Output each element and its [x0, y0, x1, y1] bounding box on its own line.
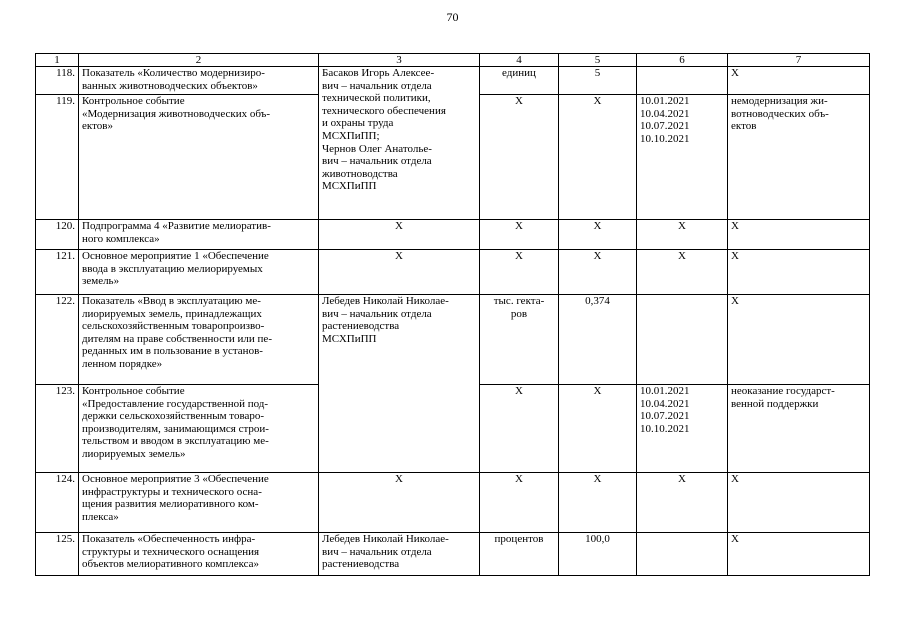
row-unit: Х [480, 220, 559, 250]
column-header: 1 [36, 54, 79, 67]
row-value: 5 [559, 67, 637, 95]
row-unit: Х [480, 95, 559, 220]
row-name: Показатель «Ввод в эксплуатацию ме- лиорируемых земель, принадлежащих сельскохозяйственным товаропроизво- дителям на праве собственности или пе- реданных им в пользование в установ- ленном порядке» [79, 295, 319, 385]
row-note: Х [728, 533, 870, 576]
row-value: Х [559, 473, 637, 533]
table-row [36, 295, 870, 385]
row-responsible: Х [319, 220, 480, 250]
row-value: 100,0 [559, 533, 637, 576]
row-number: 122. [36, 295, 79, 385]
row-note: неоказание государст- венной поддержки [728, 385, 870, 473]
row-dates [637, 67, 728, 95]
row-note: Х [728, 67, 870, 95]
row-name: Основное мероприятие 1 «Обеспечение ввода в эксплуатацию мелиорируемых земель» [79, 250, 319, 295]
row-name: Основное мероприятие 3 «Обеспечение инфраструктуры и технического осна- щения развития мелиоративного ком- плекса» [79, 473, 319, 533]
row-unit: единиц [480, 67, 559, 95]
row-name: Контрольное событие «Модернизация животноводческих объ- ектов» [79, 95, 319, 220]
row-unit: Х [480, 385, 559, 473]
row-dates: 10.01.2021 10.04.2021 10.07.2021 10.10.2021 [637, 95, 728, 220]
row-note: Х [728, 295, 870, 385]
row-dates [637, 295, 728, 385]
row-number: 118. [36, 67, 79, 95]
column-header: 7 [728, 54, 870, 67]
column-header: 3 [319, 54, 480, 67]
row-unit: тыс. гекта- ров [480, 295, 559, 385]
column-header: 4 [480, 54, 559, 67]
row-number: 119. [36, 95, 79, 220]
row-unit: Х [480, 473, 559, 533]
row-unit: процентов [480, 533, 559, 576]
row-value: Х [559, 250, 637, 295]
column-header: 5 [559, 54, 637, 67]
row-number: 125. [36, 533, 79, 576]
row-responsible: Басаков Игорь Алексее- вич – начальник отдела технической политики, технического обеспечения и охраны труда МСХПиПП; Чернов Олег Анатолье- вич – начальник отдела животноводства МСХПиПП [319, 67, 480, 220]
row-note: Х [728, 220, 870, 250]
row-value: 0,374 [559, 295, 637, 385]
row-note: немодернизация жи- вотноводческих объ- ектов [728, 95, 870, 220]
row-note: Х [728, 473, 870, 533]
row-number: 121. [36, 250, 79, 295]
row-dates: Х [637, 473, 728, 533]
column-header: 2 [79, 54, 319, 67]
row-value: Х [559, 385, 637, 473]
row-dates: Х [637, 250, 728, 295]
table-row [36, 220, 870, 250]
row-name: Контрольное событие «Предоставление государственной под- держки сельскохозяйственным товаро- производителям, занимающимся строи- тельством и вводом в эксплуатацию ме- лиорируемых земель» [79, 385, 319, 473]
row-value: Х [559, 220, 637, 250]
row-unit: Х [480, 250, 559, 295]
row-number: 124. [36, 473, 79, 533]
row-responsible: Лебедев Николай Николае- вич – начальник отдела растениеводства [319, 533, 480, 576]
row-number: 120. [36, 220, 79, 250]
column-header: 6 [637, 54, 728, 67]
row-responsible: Лебедев Николай Николае- вич – начальник отдела растениеводства МСХПиПП [319, 295, 480, 473]
table-row [36, 533, 870, 576]
row-name: Показатель «Количество модернизиро- ванных животноводческих объектов» [79, 67, 319, 95]
row-responsible: Х [319, 473, 480, 533]
table-row [36, 250, 870, 295]
row-dates [637, 533, 728, 576]
row-dates: 10.01.2021 10.04.2021 10.07.2021 10.10.2021 [637, 385, 728, 473]
table-row [36, 67, 870, 95]
table-row [36, 473, 870, 533]
row-note: Х [728, 250, 870, 295]
page-number: 70 [446, 10, 459, 24]
row-dates: Х [637, 220, 728, 250]
indicators-table [35, 53, 870, 576]
row-name: Показатель «Обеспеченность инфра- структуры и технического оснащения объектов мелиоративного комплекса» [79, 533, 319, 576]
table-header-row [36, 54, 870, 67]
row-name: Подпрограмма 4 «Развитие мелиоратив- ного комплекса» [79, 220, 319, 250]
row-number: 123. [36, 385, 79, 473]
row-value: Х [559, 95, 637, 220]
row-responsible: Х [319, 250, 480, 295]
